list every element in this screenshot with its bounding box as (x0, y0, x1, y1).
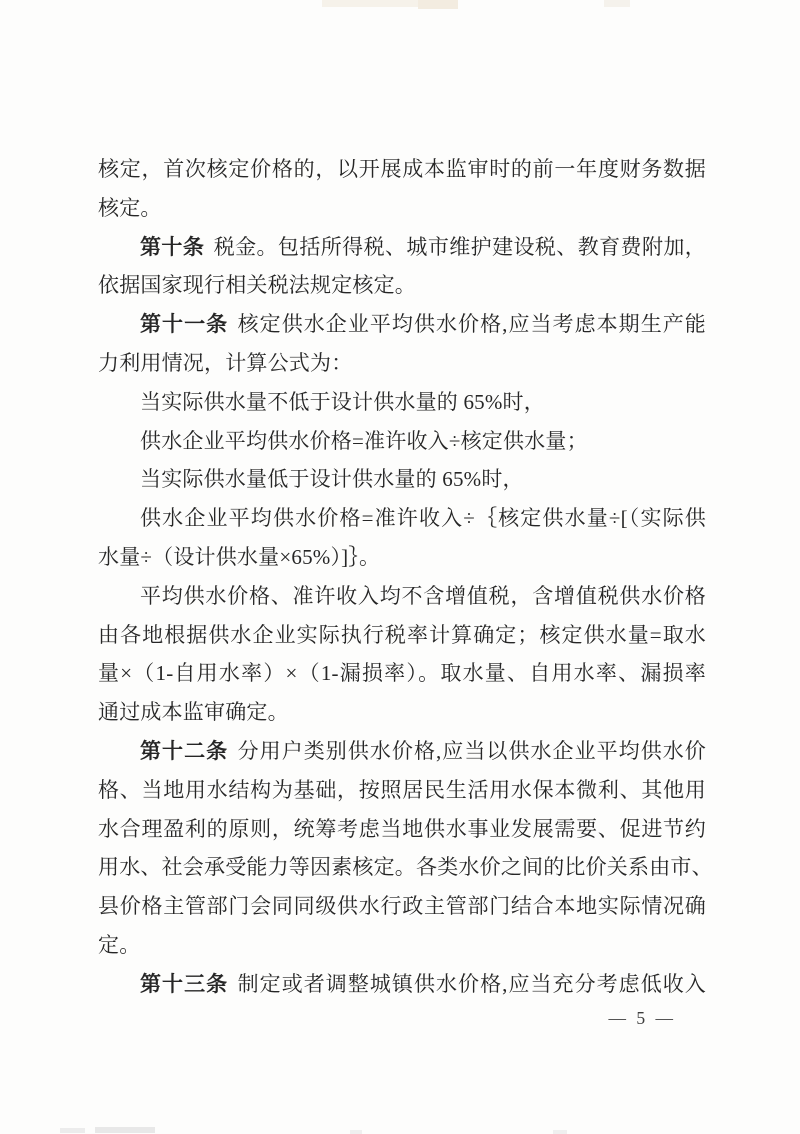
scan-artifact (553, 1130, 567, 1134)
text-line: 第十一条 核定供水企业平均供水价格,应当考虑本期生产能 (140, 312, 706, 337)
text-line: 当实际供水量不低于设计供水量的 65%时， (140, 389, 545, 414)
text-line: 依据国家现行相关税法规定核定。 (98, 273, 416, 298)
scan-artifact (95, 1127, 155, 1133)
text-line: 量×（1-自用水率）×（1-漏损率）。取水量、自用水率、漏损率 (98, 661, 706, 686)
formula-line: 供水企业平均供水价格=准许收入÷｛核定供水量÷[（实际供 (140, 506, 706, 531)
text-line: 水合理盈利的原则，统筹考虑当地供水事业发展需要、促进节约 (98, 816, 706, 841)
text-line: 定。 (98, 932, 141, 957)
text-line: 第十二条 分用户类别供水价格,应当以供水企业平均供水价 (140, 738, 706, 763)
text-line: 用水、社会承受能力等因素核定。各类水价之间的比价关系由市、 (98, 855, 713, 880)
article-number: 第十一条 (140, 313, 229, 337)
article-number: 第十条 (140, 235, 205, 259)
scan-artifact (322, 0, 452, 7)
scan-artifact (350, 1130, 362, 1134)
text-line: 格、当地用水结构为基础，按照居民生活用水保本微利、其他用 (98, 777, 706, 802)
text-line: 由各地根据供水企业实际执行税率计算确定；核定供水量=取水 (98, 622, 706, 647)
document-body (98, 150, 713, 1004)
scan-artifact (60, 1128, 85, 1133)
article-number: 第十三条 (140, 972, 229, 996)
article-number: 第十二条 (140, 739, 229, 763)
scan-artifact (604, 0, 630, 7)
text-line: 当实际供水量低于设计供水量的 65%时， (140, 467, 524, 492)
text-line: 通过成本监审确定。 (98, 700, 289, 725)
page-number: — 5 — (608, 1008, 676, 1028)
text-line: 县价格主管部门会同同级供水行政主管部门结合本地实际情况确 (98, 894, 706, 919)
text-line: 第十条 税金。包括所得税、城市维护建设税、教育费附加， (140, 234, 706, 259)
text-line: 平均供水价格、准许收入均不含增值税，含增值税供水价格 (140, 583, 706, 608)
scan-artifact (418, 0, 458, 9)
text-line: 第十三条 制定或者调整城镇供水价格,应当充分考虑低收入 (140, 971, 706, 996)
formula-line: 水量÷（设计供水量×65%）]｝。 (98, 544, 381, 569)
text-line: 核定。 (98, 195, 162, 220)
formula-line: 供水企业平均供水价格=准许收入÷核定供水量； (140, 428, 588, 453)
text-line: 力利用情况，计算公式为： (98, 350, 353, 375)
text-line: 核定，首次核定价格的，以开展成本监审时的前一年度财务数据 (98, 157, 706, 181)
